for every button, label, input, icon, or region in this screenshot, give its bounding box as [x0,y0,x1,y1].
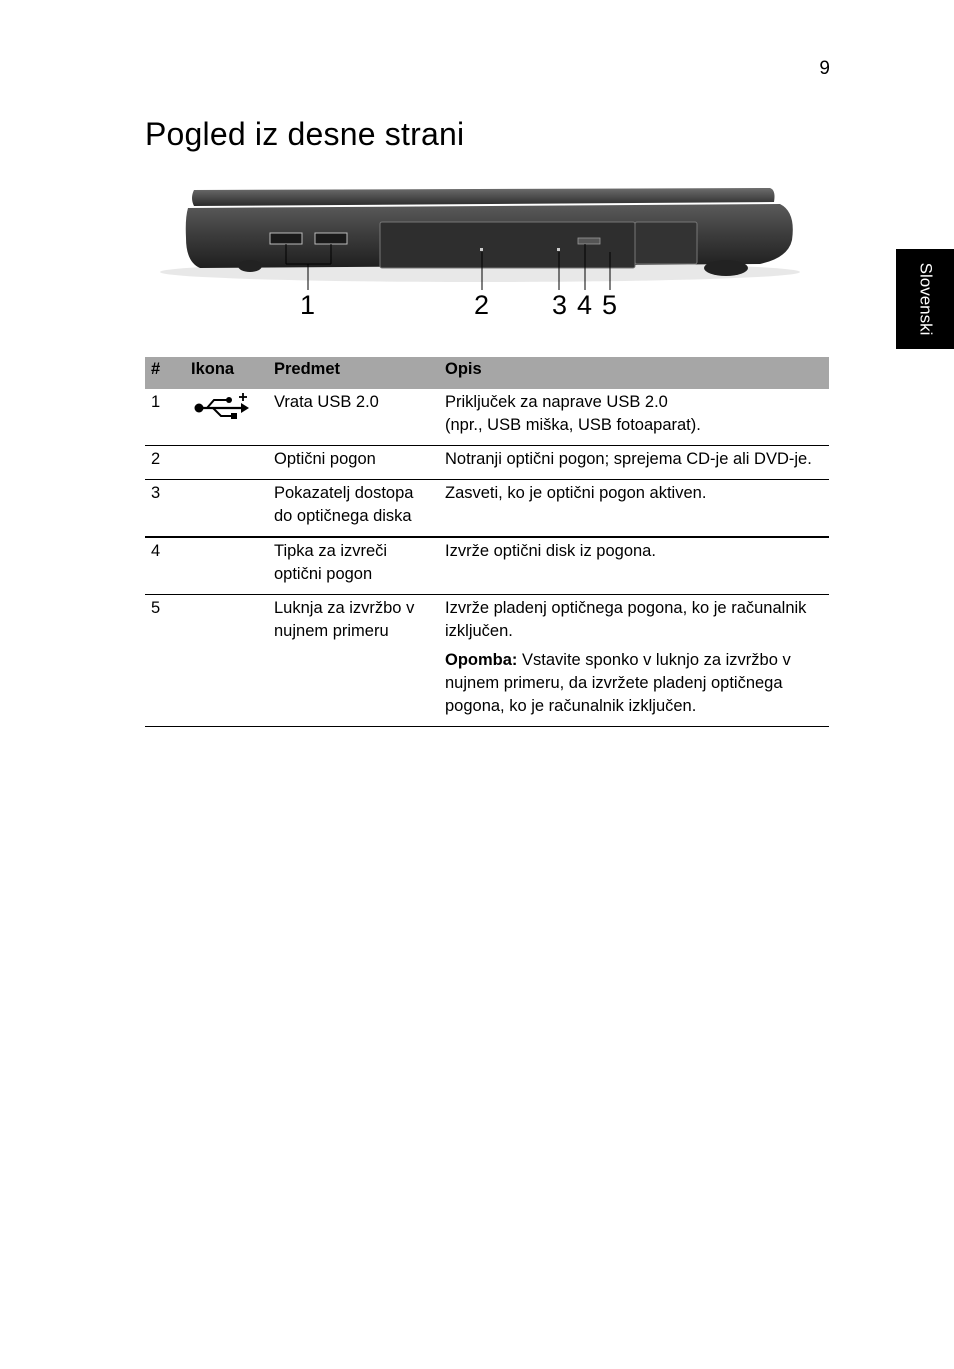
row-description [439,595,829,727]
header-item: Predmet [268,357,439,389]
row-icon [185,389,268,446]
note-label: Opomba: [445,651,518,669]
row-number: 1 [145,389,185,446]
description-line: Priključek za naprave USB 2.0 [445,393,668,411]
description-text: Izvrže pladenj optičnega pogona, ko je računalnik izključen. [445,599,807,640]
row-item: Optični pogon [268,446,439,480]
row-icon [185,446,268,480]
row-number: 3 [145,480,185,538]
table-row [145,446,829,480]
row-item: Luknja za izvržbo v nujnem primeru [268,595,439,727]
description-line: (npr., USB miška, USB fotoaparat). [445,416,701,434]
callout-4: 4 [577,290,593,320]
row-item: Tipka za izvreči optični pogon [268,537,439,595]
page-title: Pogled iz desne strani [145,116,465,152]
table-row [145,595,829,727]
ports-table [145,357,829,727]
row-icon [185,537,268,595]
row-number: 2 [145,446,185,480]
note [445,649,823,718]
row-number: 4 [145,537,185,595]
row-icon [185,480,268,538]
header-number: # [145,357,185,389]
table-header-row [145,357,829,389]
callout-2: 2 [474,290,490,320]
header-icon: Ikona [185,357,268,389]
row-description: Notranji optični pogon; sprejema CD-je ali DVD-je. [439,446,829,480]
note-text: Vstavite sponko v luknjo za izvržbo v nujnem primeru, da izvržete pladenj optičnega pogona, ko je računalnik izključen. [445,651,791,715]
table-row [145,480,829,538]
row-item: Vrata USB 2.0 [268,389,439,446]
row-number: 5 [145,595,185,727]
row-description: Izvrže optični disk iz pogona. [439,537,829,595]
row-item: Pokazatelj dostopa do optičnega diska [268,480,439,538]
language-label: Slovenski [916,262,936,336]
table-row [145,537,829,595]
row-description [439,389,829,446]
header-description: Opis [439,357,829,389]
callout-1: 1 [300,290,316,320]
callout-5: 5 [602,290,618,320]
row-description: Zasveti, ko je optični pogon aktiven. [439,480,829,538]
callout-3: 3 [552,290,568,320]
figure-callouts [0,290,954,330]
usb-icon [191,391,251,425]
row-icon [185,595,268,727]
page-number: 9 [819,58,830,79]
table-row [145,389,829,446]
